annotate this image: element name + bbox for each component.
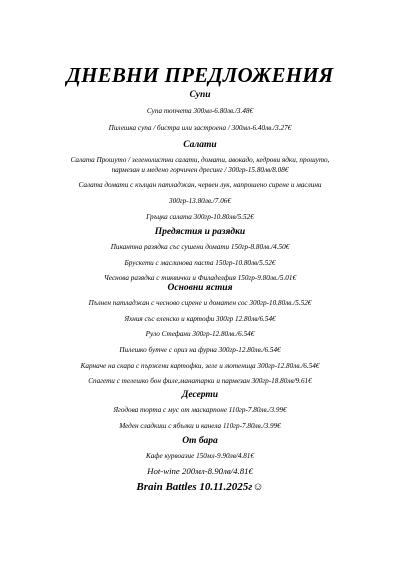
menu-item: Яхния със еленско и картофи 300гр 12.80лв/6.54€ xyxy=(124,315,276,323)
section-heading-bar: От бара xyxy=(182,436,218,446)
menu-item: Пилешка супа / бистра или застроена / 300мл-6.40лв./3.27€ xyxy=(108,124,292,132)
menu-item: Пълнен патладжан с чесново сирене и доматен сос 300гр-10.80лв./5.52€ xyxy=(88,299,312,307)
menu-item: Руло Стефани 300гр-12.80лв./6.54€ xyxy=(145,330,255,338)
menu-item: Салата Прошуто / зеленолистни салати, домати, авокадо, кедрови ядки, прошуто, xyxy=(70,156,330,164)
menu-item: Кафе курвоазие 150мл-9.90лв/4.81€ xyxy=(145,452,254,460)
menu-item: 300гр-13.80лв./7.06€ xyxy=(169,197,231,205)
menu-item: Меден сладкиш с ябълки и канела 110гр-7.80лв./3.99€ xyxy=(119,422,281,430)
section-heading-soups: Супи xyxy=(189,90,211,100)
menu-item: Hot-wine 200мл-8.90лв/4.81€ xyxy=(147,466,253,476)
menu-item: Гръцка салата 300гр-10.80лв/5.52€ xyxy=(146,213,254,221)
menu-item: Ягодова торта с мус от маскарпоне 110гр-7.80лв./3.99€ xyxy=(113,406,287,414)
menu-item: Брускети с маслинова паста 150гр-10.80лв/5.52€ xyxy=(124,259,276,267)
section-heading-salads: Салати xyxy=(183,140,217,150)
menu-item: Чеснова разядка с тиквички и Филаделфия 150гр-9.80лв./5.01€ xyxy=(103,274,297,282)
menu-item: Пилешко бутче с ориз на фурна 300гр-12.80лв./6.54€ xyxy=(119,346,281,354)
menu-title: ДНЕВНИ ПРЕДЛОЖЕНИЯ xyxy=(66,63,334,87)
section-heading-mains: Основни ястия xyxy=(167,283,233,293)
menu-item: Спагети с телешко бон филе,манатарки и пармезан 300гр-18.80лв/9.61€ xyxy=(88,377,312,385)
menu-item: Карначе на скара с пържени картофки, зеле и лютеница 300гр-12.80лв./6.54€ xyxy=(80,362,320,370)
menu-item: пармезан и медено горчичен дресинг / 300гр-15.80лв/8.08€ xyxy=(111,166,289,174)
menu-item: Пикантна разядка със сушени домати 150гр-8.80лв./4.50€ xyxy=(110,243,290,251)
section-heading-desserts: Десерти xyxy=(181,390,219,400)
footer-event: Brain Battles 10.11.2025г☺ xyxy=(136,481,264,493)
section-heading-starters: Предястия и разядки xyxy=(154,227,246,237)
menu-item: Супа топчета 300мл-6.80лв./3.48€ xyxy=(146,107,254,115)
menu-item: Салата домати с кълцан патладжан, червен лук, напрошено сирене и маслини xyxy=(78,181,322,189)
